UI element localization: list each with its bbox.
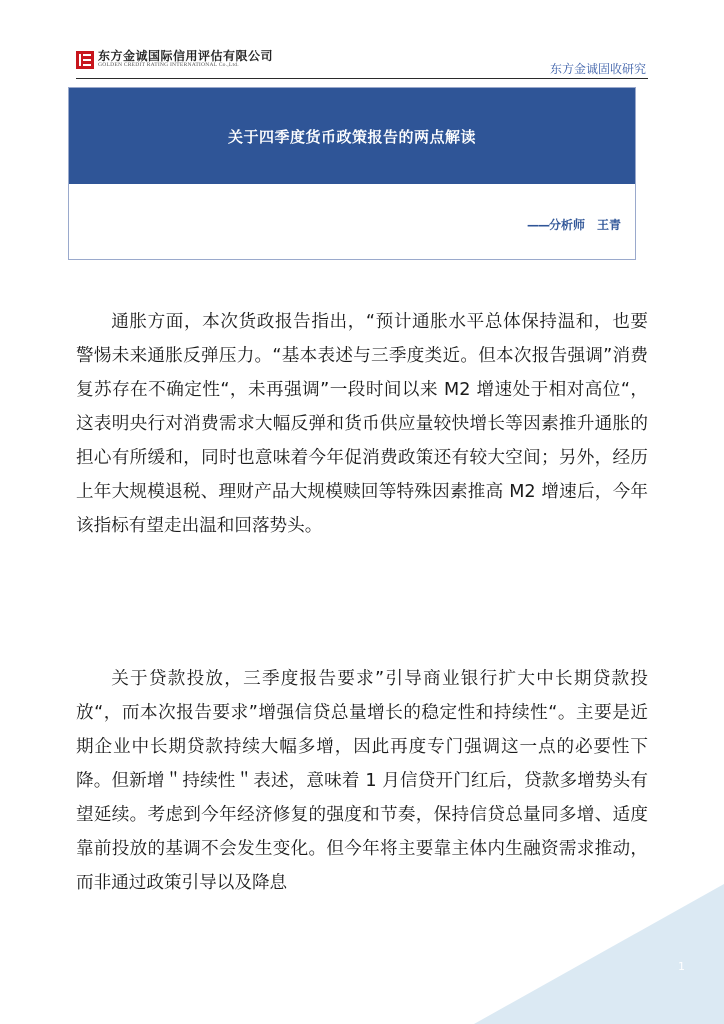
company-logo [76,50,273,69]
company-name-cn: 东方金诚国际信用评估有限公司 [98,49,274,63]
paragraph-loans: 关于贷款投放，三季度报告要求”引导商业银行扩大中长期贷款投放“，而本次报告要求”增强信贷总量增长的稳定性和持续性“。主要是近期企业中长期贷款持续大幅多增，因此再度专门强调这一点的必要性下降。但新增＂持续性＂表述，意味着 1 月信贷开门红后，贷款多增势头有望延续。考虑到今年经济修复的强度和节奏，保持信贷总量同多增、适度靠前投放的基调不会发生变化。但今年将主要靠主体内生融资需求推动，而非通过政策引导以及降息 [76,669,648,893]
company-logo-icon [76,51,94,69]
page-number: 1 [678,960,685,973]
corner-decoration [474,884,724,1024]
report-title: 关于四季度货币政策报告的两点解读 [227,127,476,146]
author-name: 分析师 王青 [548,218,621,232]
title-band [69,88,635,184]
page-header [0,0,724,80]
title-box [68,87,636,260]
author-dash: —— [526,218,549,232]
paragraph-inflation: 通胀方面，本次货政报告指出，“预计通胀水平总体保持温和，也要警惕未来通胀反弹压力。“基本表述与三季度类近。但本次报告强调”消费复苏存在不确定性“，未再强调”一段时间以来 M2 增速处于相对高位“，这表明央行对消费需求大幅反弹和货币供应量较快增长等因素推升通胀的担心有所缓和，同时也意味着今年促消费政策还有较大空间；另外，经历上年大规模退税、理财产品大规模赎回等特殊因素推高 M2 增速后，今年该指标有望走出温和回落势头。 [76,312,648,536]
company-name-en: GOLDEN CREDIT RATING INTERNATIONAL Co.,Ltd. [98,62,239,68]
author-line [527,216,621,233]
header-divider [76,78,648,79]
research-brand: 东方金诚固收研究 [549,62,646,76]
